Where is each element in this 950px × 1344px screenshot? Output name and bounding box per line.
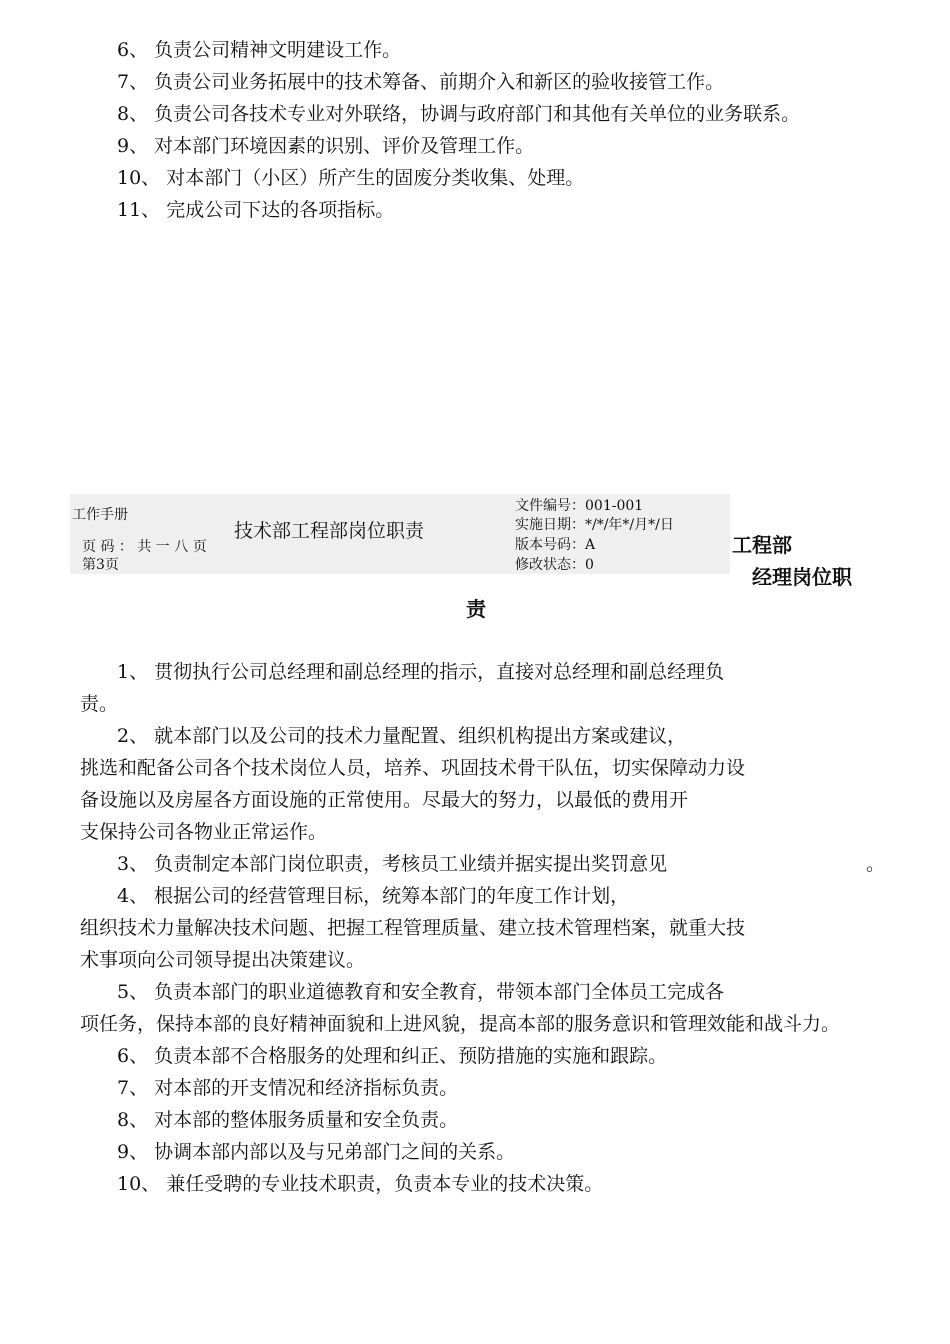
duty-line-end-mark: 。 [866,853,886,875]
top-list-item: 7、 负责公司业务拓展中的技术筹备、前期介入和新区的验收接管工作。 [117,71,725,93]
header-version: 版本号码：A [515,537,596,553]
duty-line: 项任务，保持本部的良好精神面貌和上进风貌，提高本部的服务意识和管理效能和战斗力。 [80,1013,841,1035]
duty-line: 8、 对本部的整体服务质量和安全负责。 [117,1109,459,1131]
top-list-item: 11、 完成公司下达的各项指标。 [117,199,395,221]
top-list-item: 6、 负责公司精神文明建设工作。 [117,39,402,61]
duty-line: 10、 兼任受聘的专业技术职责，负责本专业的技术决策。 [117,1173,604,1195]
section-title-part3: 责 [466,597,486,621]
top-list-item: 9、 对本部门环境因素的识别、评价及管理工作。 [117,135,535,157]
section-title-part1: 工程部 [732,533,792,557]
duty-line: 支保持公司各物业正常运作。 [80,821,328,843]
duty-line: 责。 [80,693,119,715]
duty-line: 5、 负责本部门的职业道德教育和安全教育，带领本部门全体员工完成各 [117,981,725,1003]
header-revision: 修改状态：0 [515,557,594,573]
header-manual-label: 工作手册 [72,507,128,523]
duty-line: 4、 根据公司的经营管理目标，统筹本部门的年度工作计划， [117,885,630,907]
duty-line: 术事项向公司领导提出决策建议。 [80,949,366,971]
duty-line: 6、 负责本部不合格服务的处理和纠正、预防措施的实施和跟踪。 [117,1045,668,1067]
duty-line: 备设施以及房屋各方面设施的正常使用。尽最大的努力，以最低的费用开 [80,789,689,811]
header-doc-number: 文件编号：001-001 [515,498,644,514]
page-header [70,494,730,574]
section-title-part2: 经理岗位职 [752,565,852,589]
duty-line: 9、 协调本部内部以及与兄弟部门之间的关系。 [117,1141,516,1163]
duty-line: 3、 负责制定本部门岗位职责，考核员工业绩并据实提出奖罚意见 [117,853,668,875]
top-list-item: 8、 负责公司各技术专业对外联络，协调与政府部门和其他有关单位的业务联系。 [117,103,801,125]
header-page-number: 第3页 [82,557,119,573]
duty-line: 7、 对本部的开支情况和经济指标负责。 [117,1077,459,1099]
top-list-item: 10、 对本部门（小区）所产生的固废分类收集、处理。 [117,167,585,189]
duty-line: 组织技术力量解决技术问题、把握工程管理质量、建立技术管理档案，就重大技 [80,917,746,939]
header-page-count: 页 码 ： 共 一 八 页 [82,539,207,555]
duty-line: 2、 就本部门以及公司的技术力量配置、组织机构提出方案或建议， [117,725,687,747]
duty-line: 1、 贯彻执行公司总经理和副总经理的指示，直接对总经理和副总经理负 [117,661,725,683]
header-impl-date: 实施日期：*/*/年*/月*/日 [515,517,674,533]
header-title: 技术部工程部岗位职责 [234,520,425,542]
duty-line: 挑选和配备公司各个技术岗位人员，培养、巩固技术骨干队伍，切实保障动力设 [80,757,746,779]
